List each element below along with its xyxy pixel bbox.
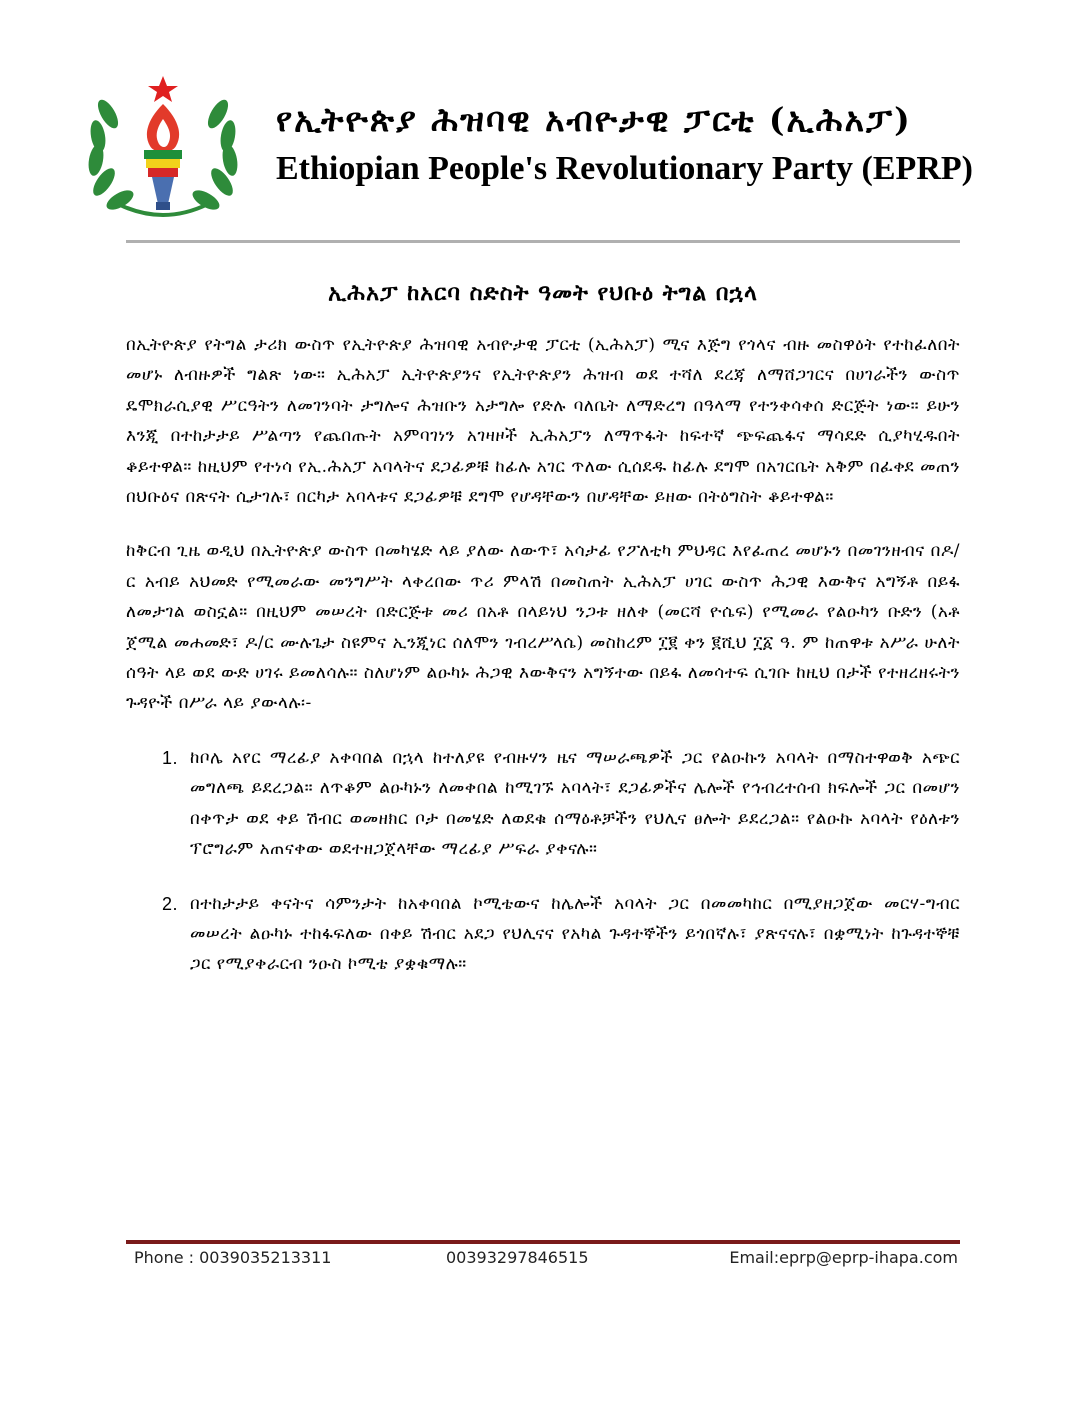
- paragraph: በኢትዮጵያ የትግል ታሪክ ውስጥ የኢትዮጵያ ሕዝባዊ አብዮታዊ ፓርቲ (ኢሕአፓ) ሚና እጅግ የጎላና ብዙ መስዋዕት የተከፈለበት መሆኑ ለብዙዎች ግልጽ ነው። ኢሕአፓ ኢትዮጵያንና የኢትዮጵያን ሕዝብ ወደ ተሻለ ደረጃ ለማሸጋገርና በሀገራችን ውስጥ ዴሞክራሲያዊ ሥርዓትን ለመገንባት ታግሎና ሕዝቡን አታግሎ የድሉ ባለቤት ለማድረግ በዓላማ የተንቀሳቀሰ ድርጅት ነው። ይሁን እንጂ በተከታታይ ሥልጣን የጨበጡት አምባገነን አገዛዞች ኢሕአፓን ለማጥፋት ከፍተኛ ጭፍጨፋና ማሳደድ ሲያካሂዱበት ቆይተዋል። ከዚህም የተነሳ የኢ.ሕአፓ አባላትና ደጋፊዎቹ ከፊሉ አገር ጥለው ሲሰደዱ ከፊሉ ደግሞ በአገርቤት አቅም በፈቀደ መጠን በህቡዕና በጽናት ሲታገሉ፣ በርካታ አባላቱና ደጋፊዎቹ ደግሞ የሆዳቸውን በሆዳቸው ይዘው በትዕግስት ቆይተዋል።: [126, 335, 960, 508]
- footer-phone: Phone : 0039035213311: [134, 1248, 332, 1267]
- list-item-number: 2.: [162, 893, 179, 914]
- paragraph: ከቅርብ ጊዜ ወዲህ በኢትዮጵያ ውስጥ በመካሄድ ላይ ያለው ለውጥ፣ አሳታፊ የፖለቲካ ምህዳር እየፈጠረ መሆኑን በመገንዘብና በዶ/ር አብይ አህመድ የሚመራው መንግሥት ላቀረበው ጥሪ ምላሽ በመስጠት ኢሕአፓ ሀገር ውስጥ ሕጋዊ እውቅና አግኝቶ በይፋ ለመታገል ወስኗል። በዚህም መሠረት በድርጅቱ መሪ በአቶ በላይነህ ንጋቱ ዘለቀ (መርሻ ዮሴፍ) የሚመራ የልዑካን ቡድን (አቶ ጀሚል መሐመድ፣ ዶ/ር ሙሉጌታ ስዩምና ኢንጂነር ሰለሞን ገብረሥላሴ) መስከረም ፲፪ ቀን ፪ሺህ ፲፩ ዓ. ም ከጠዋቱ አሥራ ሁለት ሰዓት ላይ ወደ ውድ ሀገሩ ይመለሳሉ። ስለሆነም ልዑካኑ ሕጋዊ እውቅናን አግኝተው በይፋ ለመሳተፍ ሲገቡ ከዚህ በታች የተዘረዘሩትን ጉዳዮች በሥራ ላይ ያውላሉ፡-: [126, 541, 960, 714]
- list-item-text: ከቦሌ አየር ማረፊያ አቀባበል በኋላ ከተለያዩ የብዙሃን ዜና ማሠራጫዎች ጋር የልዑኩን አባላት በማስተዋወቅ አጭር መግለጫ ይደረጋል። ለጥቆም ልዑካኑን ለመቀበል ከሚገኙ አባላት፣ ደጋፊዎችና ሌሎች የኅብረተሰብ ክፍሎች ጋር በመሆን በቀጥታ ወደ ቀይ ሽብር ወመዘክር ቦታ በመሄድ ለወደቁ ሰማዕቶቻችን የህሊና ፀሎት ይደረጋል። የልዑኩ አባላት የዕለቱን ፕሮግራም አጠናቀው ወደተዘጋጀላቸው ማረፊያ ሥፍራ ያቀናሉ።: [190, 747, 960, 860]
- list-item-number: 1.: [162, 747, 179, 768]
- document-title: ኢሕአፓ ከአርባ ስድስት ዓመት የህቡዕ ትግል በኋላ: [328, 280, 758, 306]
- org-name-english: Ethiopian People's Revolutionary Party (EPRP): [276, 150, 973, 187]
- header-divider: [126, 240, 960, 243]
- list-item: [126, 743, 960, 865]
- org-name-amharic: የኢትዮጵያ ሕዝባዊ አብዮታዊ ፓርቲ (ኢሕአፓ): [276, 100, 912, 139]
- footer-email: Email:eprp@eprp-ihapa.com: [729, 1248, 958, 1267]
- footer-phone-secondary: 00393297846515: [446, 1248, 589, 1267]
- footer-divider: [126, 1240, 960, 1244]
- list-item-text: በተከታታይ ቀናትና ሳምንታት ከአቀባበል ኮሚቴውና ከሌሎች አባላት ጋር በመመካከር በሚያዘጋጀው መርሃ-ግብር መሠረት ልዑካኑ ተከፋፍለው በቀይ ሽብር አደጋ የህሊናና የአካል ጉዳተኞችን ይጎበኛሉ፣ ያጽናናሉ፣ በቋሚነት ከጉዳተኞቹ ጋር የሚያቀራርብ ንዑስ ኮሚቴ ያቋቁማሉ።: [190, 893, 960, 975]
- document-body: [126, 330, 960, 1004]
- footer: [126, 1248, 960, 1278]
- torch-emblem-icon: [78, 74, 248, 224]
- list-item: [126, 889, 960, 980]
- numbered-list: [126, 743, 960, 980]
